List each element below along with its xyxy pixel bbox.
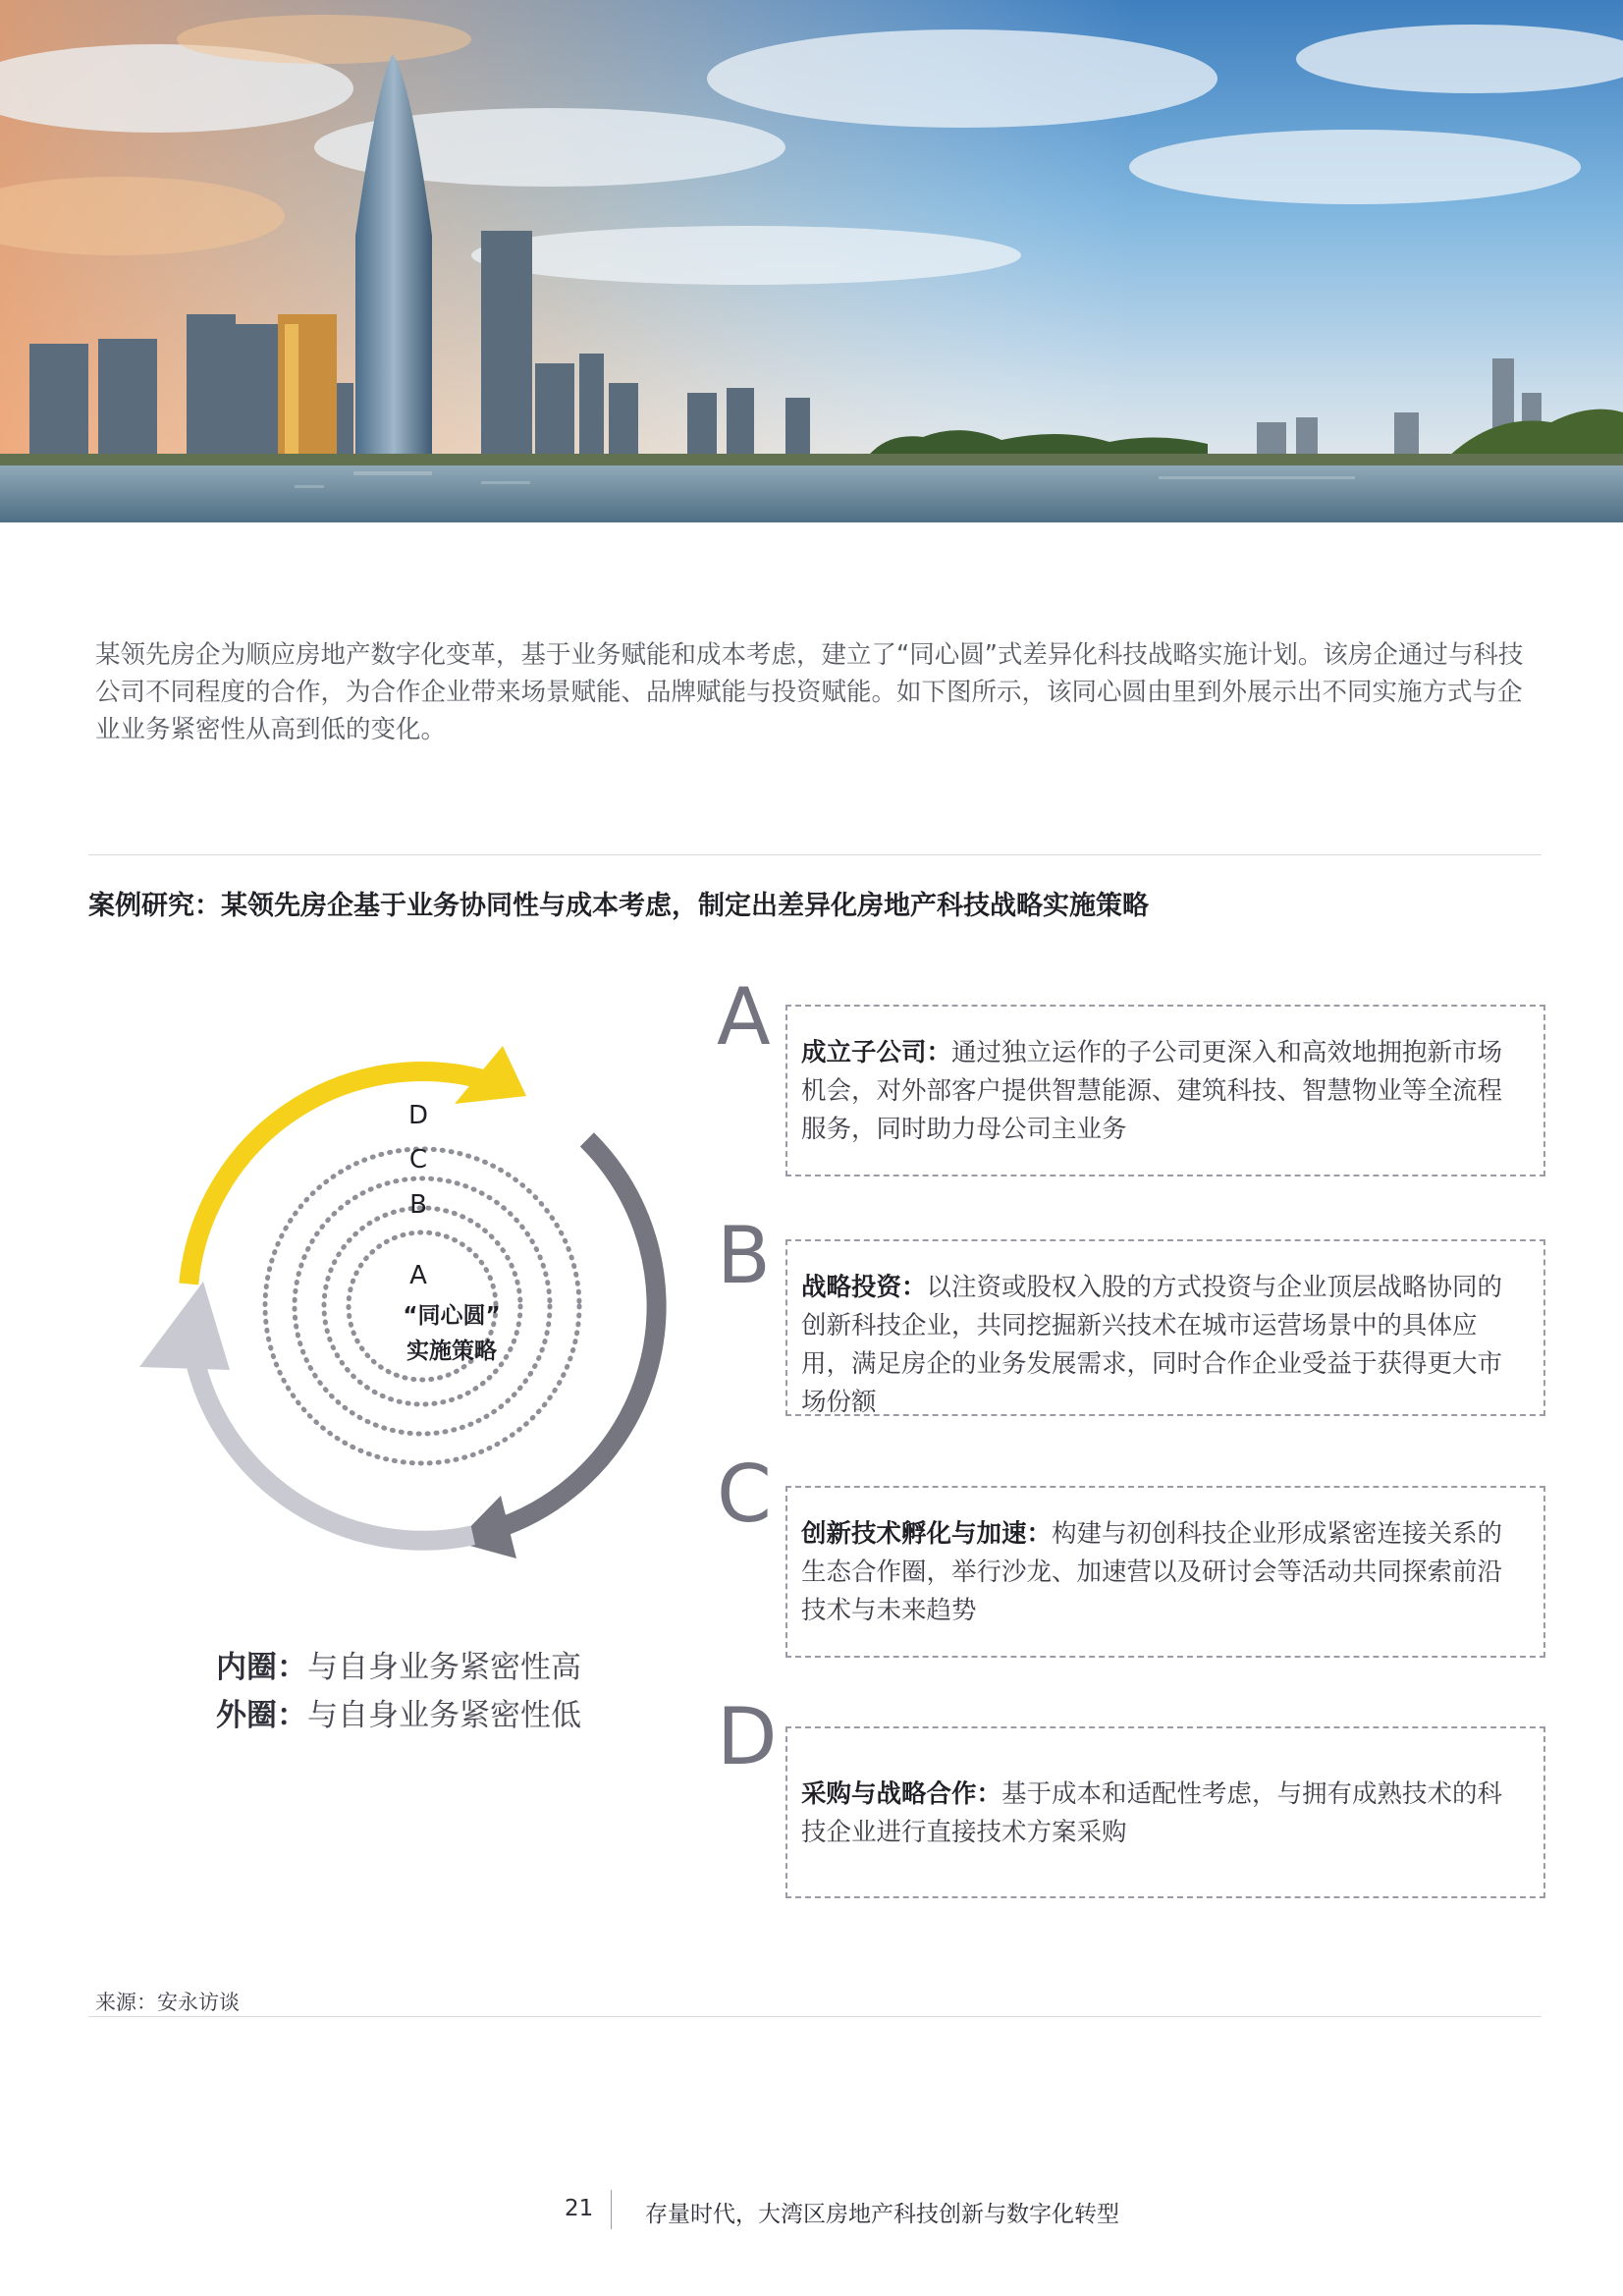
legend-inner-text: 与自身业务紧密性高	[307, 1650, 581, 1685]
item-a-box	[785, 1005, 1545, 1176]
legend-outer-label: 外圈：	[216, 1698, 307, 1733]
item-a-title: 成立子公司：	[801, 1038, 952, 1067]
ring-label-c: C	[408, 1145, 428, 1175]
item-b-letter: B	[717, 1210, 771, 1301]
center-title-line2: 实施策略	[406, 1339, 497, 1364]
item-b-box	[785, 1239, 1545, 1416]
case-study-title: 案例研究：某领先房企基于业务协同性与成本考虑，制定出差异化房地产科技战略实施策略	[88, 891, 1149, 921]
footer-title: 存量时代，大湾区房地产科技创新与数字化转型	[645, 2202, 1119, 2227]
item-c-text: 构建与初创科技企业形成紧密连接关系的生态合作圈，举行沙龙、加速营以及研讨会等活动共同探索前沿技术与未来趋势	[801, 1519, 1503, 1625]
legend-outer	[216, 1690, 581, 1734]
center-title-line1: “同心圆”	[403, 1303, 501, 1329]
item-a-text: 通过独立运作的子公司更深入和高效地拥抱新市场机会，对外部客户提供智慧能源、建筑科技、智慧物业等全流程服务，同时助力母公司主业务	[801, 1038, 1503, 1144]
item-d-text: 基于成本和适配性考虑，与拥有成熟技术的科技企业进行直接技术方案采购	[801, 1779, 1503, 1847]
legend-outer-text: 与自身业务紧密性低	[307, 1698, 581, 1733]
item-d-title: 采购与战略合作：	[801, 1779, 1002, 1809]
item-c-letter: C	[717, 1449, 772, 1540]
light-arrow	[194, 1359, 473, 1541]
concentric-circle-diagram	[128, 1041, 677, 1591]
hero-image	[0, 0, 1623, 522]
section-top-divider	[88, 854, 1542, 855]
item-b-text: 以注资或股权入股的方式投资与企业顶层战略协同的创新科技企业，共同挖掘新兴技术在城市运营场景中的具体应用，满足房企的业务发展需求，同时合作企业受益于获得更大市场份额	[801, 1273, 1503, 1417]
footer-separator	[611, 2190, 612, 2229]
light-arrow-head	[139, 1282, 230, 1370]
source-note: 来源：安永访谈	[95, 1991, 240, 2014]
item-b-title: 战略投资：	[801, 1273, 927, 1302]
item-c-title: 创新技术孵化与加速：	[801, 1519, 1053, 1549]
ring-label-b: B	[409, 1190, 427, 1220]
item-d-letter: D	[717, 1691, 778, 1782]
page-footer	[0, 2196, 1623, 2235]
item-c-box	[785, 1486, 1545, 1658]
legend-inner	[216, 1642, 581, 1686]
item-d-box	[785, 1726, 1545, 1898]
item-a-letter: A	[717, 971, 771, 1063]
ring-label-a: A	[409, 1261, 427, 1290]
section-bottom-divider	[88, 2016, 1542, 2017]
legend-inner-label: 内圈：	[216, 1650, 307, 1685]
ring-label-d: D	[407, 1101, 429, 1130]
intro-paragraph: 某领先房企为顺应房地产数字化变革，基于业务赋能和成本考虑，建立了“同心圆”式差异化科技战略实施计划。该房企通过与科技公司不同程度的合作，为合作企业带来场景赋能、品牌赋能与投资赋能。如下图所示，该同心圆由里到外展示出不同实施方式与企业业务紧密性从高到低的变化。	[95, 640, 1524, 744]
page-number: 21	[565, 2196, 594, 2221]
